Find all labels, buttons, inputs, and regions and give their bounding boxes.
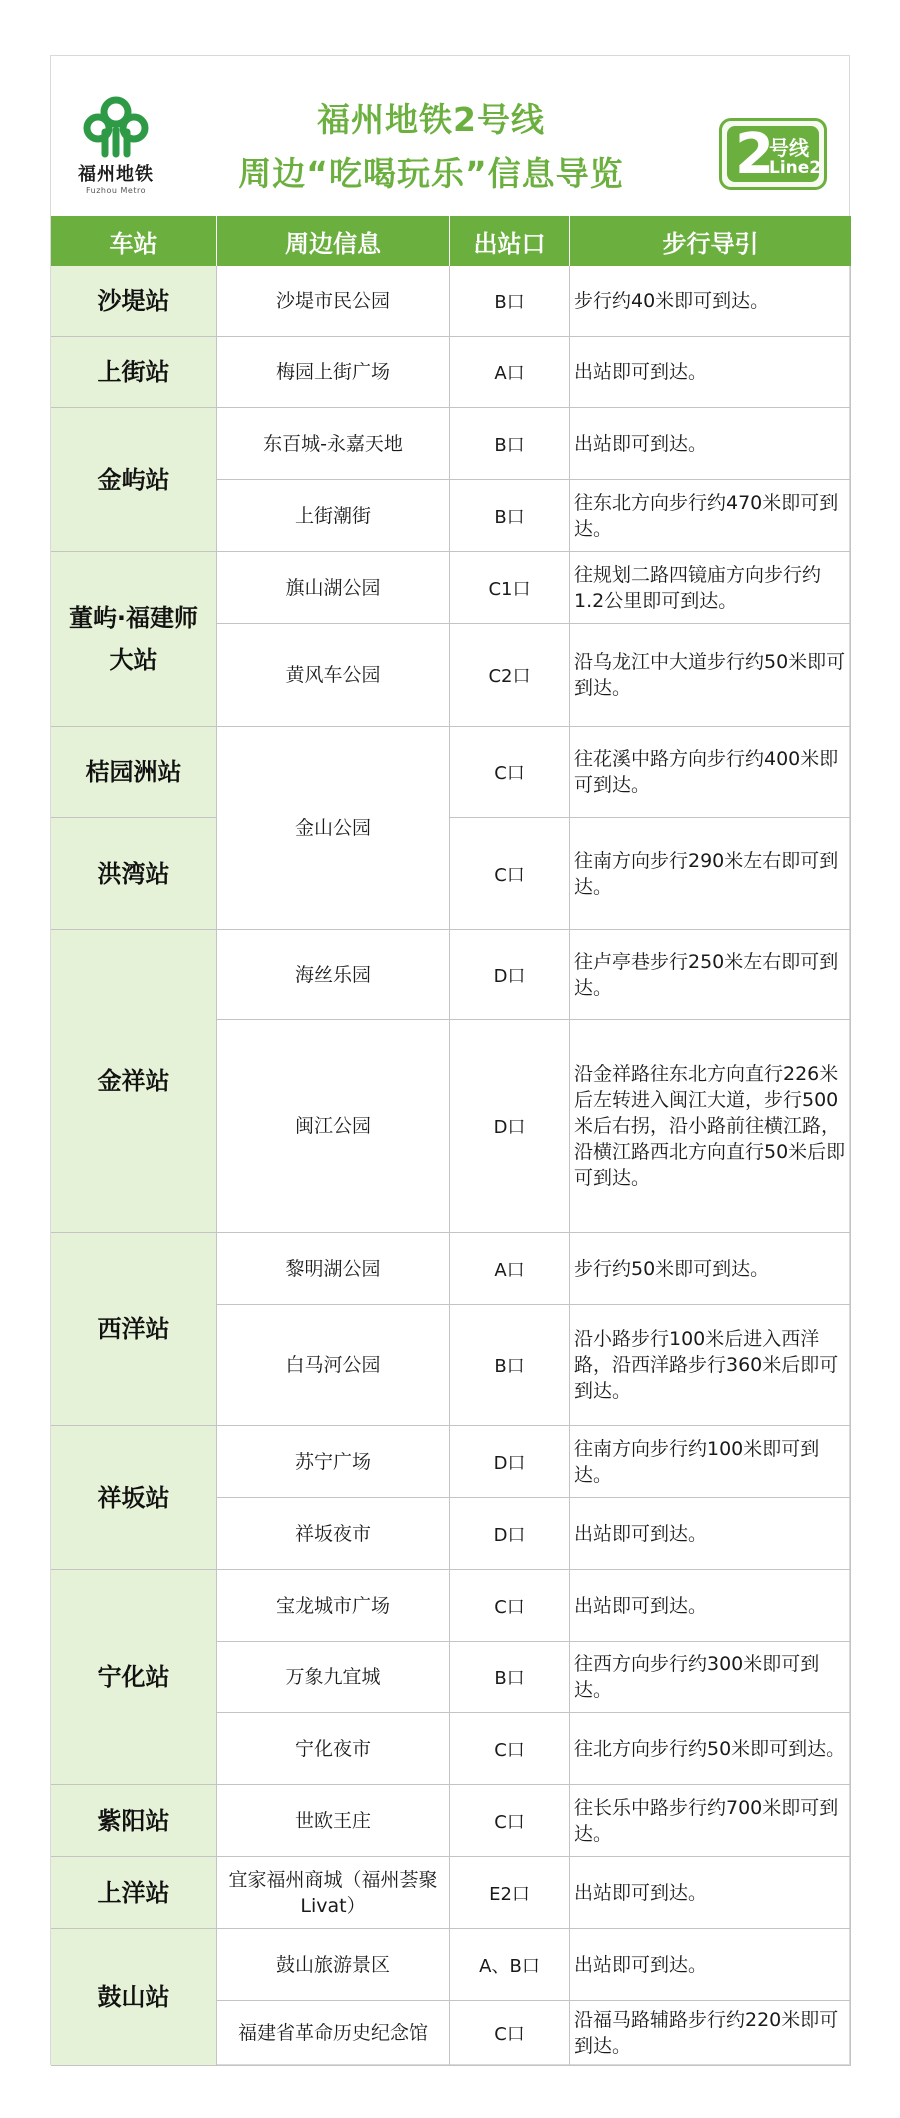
- place-cell: 上街潮街: [217, 480, 450, 552]
- station-cell: 西洋站: [51, 1233, 217, 1426]
- exit-cell: B口: [450, 266, 570, 337]
- guide-cell: 沿小路步行100米后进入西洋路，沿西洋路步行360米后即可到达。: [570, 1305, 851, 1426]
- place-cell: 梅园上街广场: [217, 337, 450, 408]
- line-badge-label: 号线: [769, 136, 809, 160]
- guide-cell: 出站即可到达。: [570, 337, 851, 408]
- exit-cell: A口: [450, 337, 570, 408]
- place-cell: 福建省革命历史纪念馆: [217, 2001, 450, 2066]
- place-cell: 黄风车公园: [217, 624, 450, 727]
- guide-cell: 往北方向步行约50米即可到达。: [570, 1713, 851, 1785]
- guide-cell: 出站即可到达。: [570, 1929, 851, 2001]
- place-cell: 宁化夜市: [217, 1713, 450, 1785]
- exit-cell: C2口: [450, 624, 570, 727]
- place-cell: 金山公园: [217, 727, 450, 930]
- place-cell: 沙堤市民公园: [217, 266, 450, 337]
- logo-subtext: Fuzhou Metro: [86, 186, 146, 195]
- place-cell: 旗山湖公园: [217, 552, 450, 624]
- guide-cell: 出站即可到达。: [570, 1570, 851, 1642]
- guide-cell: 往南方向步行290米左右即可到达。: [570, 818, 851, 930]
- exit-cell: C口: [450, 2001, 570, 2066]
- metro-logo: [71, 96, 161, 206]
- column-header-station: 车站: [51, 216, 217, 266]
- line-badge: [719, 118, 827, 190]
- station-cell: 桔园洲站: [51, 727, 217, 818]
- station-cell: 董屿·福建师大站: [51, 552, 217, 727]
- exit-cell: B口: [450, 408, 570, 480]
- guide-cell: 沿乌龙江中大道步行约50米即可到达。: [570, 624, 851, 727]
- exit-cell: C1口: [450, 552, 570, 624]
- guide-sheet: [50, 55, 850, 2065]
- station-cell: 祥坂站: [51, 1426, 217, 1570]
- place-cell: 东百城-永嘉天地: [217, 408, 450, 480]
- guide-cell: 往规划二路四镜庙方向步行约1.2公里即可到达。: [570, 552, 851, 624]
- place-cell: 黎明湖公园: [217, 1233, 450, 1305]
- guide-cell: 步行约50米即可到达。: [570, 1233, 851, 1305]
- guide-cell: 往长乐中路步行约700米即可到达。: [570, 1785, 851, 1857]
- guide-cell: 往花溪中路方向步行约400米即可到达。: [570, 727, 851, 818]
- place-cell: 闽江公园: [217, 1020, 450, 1233]
- line-badge-number: 2: [735, 122, 774, 187]
- header: [51, 56, 851, 216]
- column-header-guide: 步行导引: [570, 216, 851, 266]
- place-cell: 苏宁广场: [217, 1426, 450, 1498]
- exit-cell: B口: [450, 480, 570, 552]
- station-cell: 上街站: [51, 337, 217, 408]
- guide-cell: 往卢亭巷步行250米左右即可到达。: [570, 930, 851, 1020]
- metro-tree-icon: [81, 96, 151, 158]
- exit-cell: D口: [450, 1498, 570, 1570]
- exit-cell: B口: [450, 1642, 570, 1713]
- exit-cell: D口: [450, 1020, 570, 1233]
- exit-cell: C口: [450, 1713, 570, 1785]
- exit-cell: B口: [450, 1305, 570, 1426]
- station-cell: 上洋站: [51, 1857, 217, 1929]
- station-cell: 洪湾站: [51, 818, 217, 930]
- station-cell: 紫阳站: [51, 1785, 217, 1857]
- exit-cell: C口: [450, 818, 570, 930]
- station-cell: 鼓山站: [51, 1929, 217, 2066]
- guide-cell: 往东北方向步行约470米即可到达。: [570, 480, 851, 552]
- exit-cell: C口: [450, 1570, 570, 1642]
- column-header-exit: 出站口: [450, 216, 570, 266]
- station-cell: 沙堤站: [51, 266, 217, 337]
- guide-cell: 往南方向步行约100米即可到达。: [570, 1426, 851, 1498]
- title-line-1: 福州地铁2号线: [317, 100, 545, 139]
- guide-cell: 出站即可到达。: [570, 1857, 851, 1929]
- station-cell: 宁化站: [51, 1570, 217, 1785]
- place-cell: 宝龙城市广场: [217, 1570, 450, 1642]
- exit-cell: E2口: [450, 1857, 570, 1929]
- place-cell: 宜家福州商城（福州荟聚Livat）: [217, 1857, 450, 1929]
- guide-cell: 往西方向步行约300米即可到达。: [570, 1642, 851, 1713]
- exit-cell: D口: [450, 1426, 570, 1498]
- place-cell: 鼓山旅游景区: [217, 1929, 450, 2001]
- column-header-nearby: 周边信息: [217, 216, 450, 266]
- exit-cell: A、B口: [450, 1929, 570, 2001]
- guide-cell: 出站即可到达。: [570, 408, 851, 480]
- logo-text: 福州地铁: [78, 164, 154, 185]
- place-cell: 万象九宜城: [217, 1642, 450, 1713]
- line-badge-english: Line2: [769, 158, 822, 178]
- title-line-2: 周边“吃喝玩乐”信息导览: [238, 154, 624, 193]
- place-cell: 世欧王庄: [217, 1785, 450, 1857]
- exit-cell: C口: [450, 1785, 570, 1857]
- exit-cell: A口: [450, 1233, 570, 1305]
- guide-cell: 步行约40米即可到达。: [570, 266, 851, 337]
- place-cell: 海丝乐园: [217, 930, 450, 1020]
- exit-cell: C口: [450, 727, 570, 818]
- guide-cell: 出站即可到达。: [570, 1498, 851, 1570]
- place-cell: 白马河公园: [217, 1305, 450, 1426]
- line-badge-fill: [727, 122, 822, 187]
- guide-cell: 沿福马路辅路步行约220米即可到达。: [570, 2001, 851, 2066]
- place-cell: 祥坂夜市: [217, 1498, 450, 1570]
- exit-cell: D口: [450, 930, 570, 1020]
- station-cell: 金祥站: [51, 930, 217, 1233]
- station-cell: 金屿站: [51, 408, 217, 552]
- guide-cell: 沿金祥路往东北方向直行226米后左转进入闽江大道，步行500米后右拐，沿小路前往横江路，沿横江路西北方向直行50米后即可到达。: [570, 1020, 851, 1233]
